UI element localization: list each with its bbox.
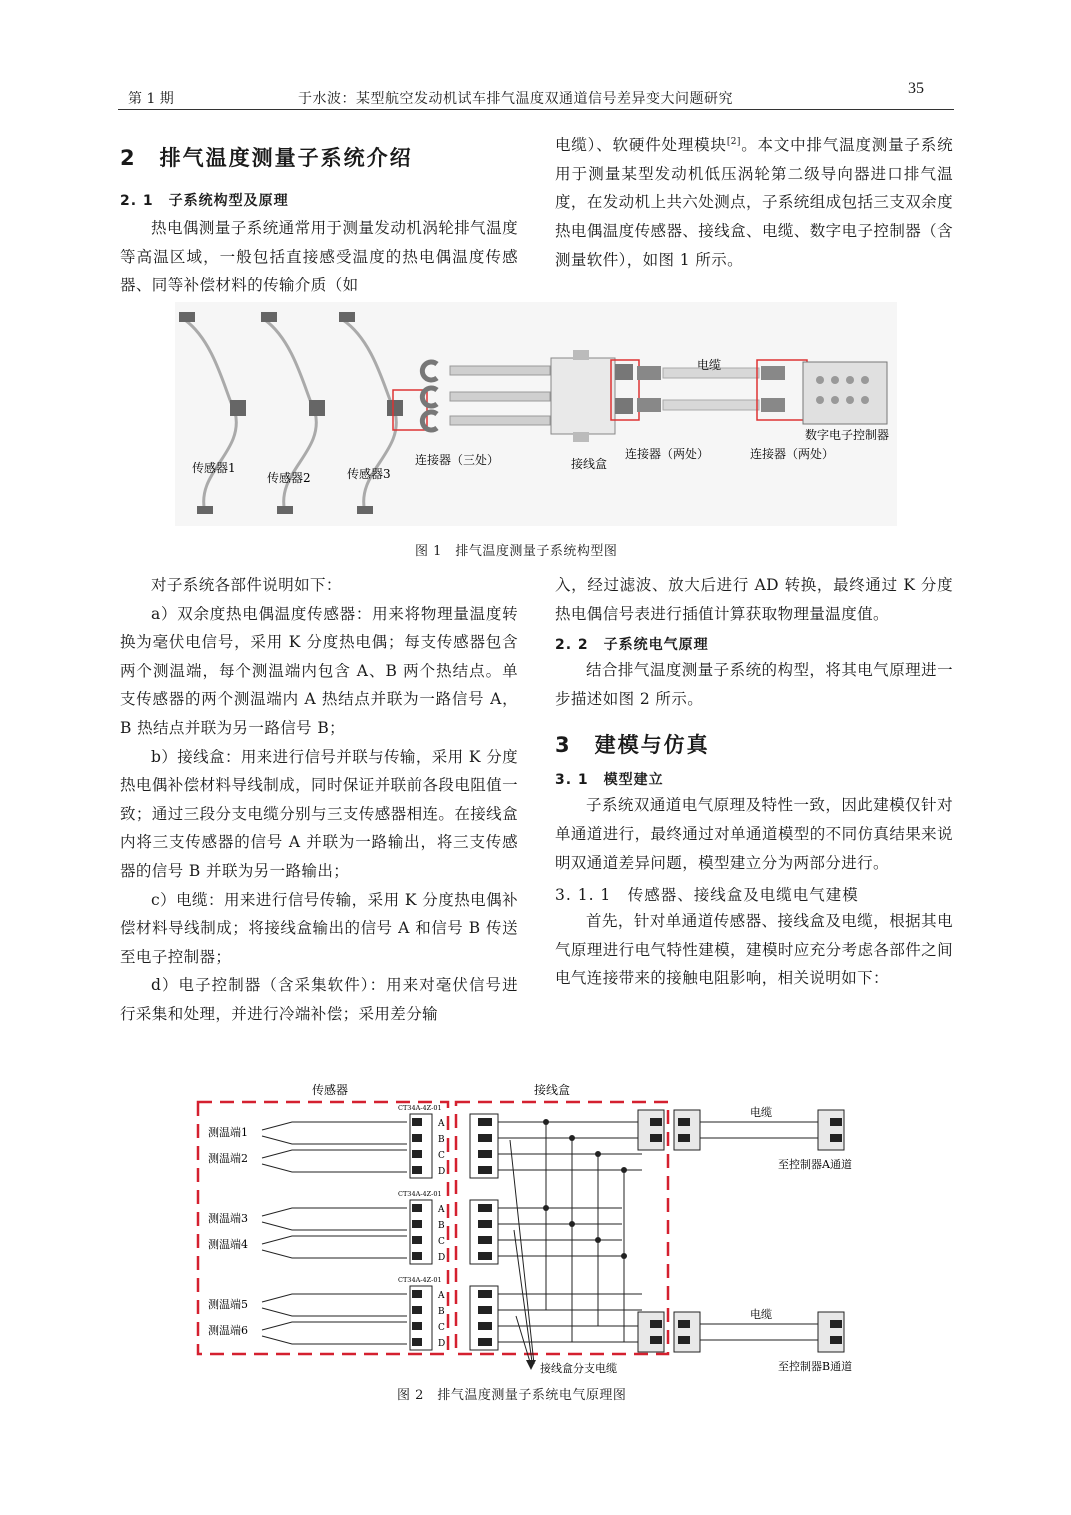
pin-d-3: D (438, 1339, 446, 1349)
intro-paragraph: 热电偶测量子系统通常用于测量发动机涡轮排气温度等高温区域，一般包括直接感受温度的热电偶温度传感器、同等补偿材料的传输介质（如 (120, 219, 518, 295)
page-number: 35 (908, 80, 924, 97)
item-d-controller: d）电子控制器（含采集软件）：用来对毫伏信号进行采集和处理，并进行冷端补偿；采用差分输 (120, 976, 518, 1023)
pin-c-2: C (438, 1237, 445, 1247)
running-header (118, 82, 954, 110)
fig1-label-controller: 数字电子控制器 (805, 428, 890, 442)
section-3-1-1-paragraph: 首先，针对单通道传感器、接线盒及电缆，根据其电气原理进行电气特性建模，建模时应充分考虑各部件之间电气连接带来的接触电阻影响，相关说明如下： (555, 912, 953, 988)
fig1-label-junction-box: 接线盒 (571, 457, 608, 471)
fig1-label-cable: 电缆 (697, 358, 722, 372)
pin-d-2: D (438, 1253, 446, 1263)
item-b-junction-box: b）接线盒：用来进行信号并联与传输，采用 K 分度热电偶补偿材料导线制成，同时保证并联前各段电阻值一致；通过三段分支电缆分别与三支传感器相连。在接线盒内将三支传感器的信号 A 并联为一路输出，将三支传感器的信号 B 并联为另一路输出； (120, 747, 518, 880)
running-title: 于水波：某型航空发动机试车排气温度双通道信号差异变大问题研究 (298, 91, 733, 107)
section-3-1-heading: 3. 1 模型建立 (555, 772, 664, 789)
pin-d-1: D (438, 1167, 446, 1177)
fig2-label-junction-box: 接线盒 (534, 1083, 571, 1097)
pin-c-1: C (438, 1151, 445, 1161)
right-column-top (555, 128, 953, 274)
probe-label-6: 测温端6 (208, 1324, 248, 1337)
section-3-heading: 3 建模与仿真 (555, 733, 710, 758)
figure-2-drawing (192, 1080, 892, 1380)
section-2-2-heading: 2. 2 子系统电气原理 (555, 637, 709, 654)
fig2-label-channel-a: 至控制器A通道 (778, 1158, 852, 1171)
figure-1-caption: 图 1 排气温度测量子系统构型图 (415, 544, 618, 559)
section-2-1-heading: 2. 1 子系统构型及原理 (120, 193, 289, 209)
section-3-1-paragraph: 子系统双通道电气原理及特性一致，因此建模仅针对单通道进行，最终通过对单通道模型的不同仿真结果来说明双通道差异问题，模型建立分为两部分进行。 (555, 796, 953, 872)
figure-2-caption: 图 2 排气温度测量子系统电气原理图 (397, 1388, 627, 1403)
fig2-label-cable-bottom: 电缆 (750, 1308, 772, 1321)
intro-continuation (555, 128, 953, 274)
figure-1-configuration (175, 302, 897, 526)
fig2-label-cable-top: 电缆 (750, 1106, 772, 1119)
probe-label-4: 测温端4 (208, 1238, 248, 1251)
figure-1-drawing (175, 302, 897, 526)
pin-b-1: B (438, 1135, 445, 1145)
section-2-heading: 2 排气温度测量子系统介绍 (120, 146, 413, 170)
item-a-sensor: a）双余度热电偶温度传感器：用来将物理量温度转换为毫伏电信号，采用 K 分度热电偶；每支传感器包含两个测温端，每个测温端内包含 A、B 两个热结点。单支传感器的两个测温端内 A 热结点并联为一路信号 A，B 热结点并联为另一路信号 B； (120, 604, 518, 737)
components-lead: 对子系统各部件说明如下： (151, 576, 342, 594)
fig1-label-sensor3: 传感器3 (347, 467, 391, 481)
probe-label-5: 测温端5 (208, 1298, 248, 1311)
fig1-label-connector-two-a: 连接器（两处） (625, 447, 710, 461)
pin-b-3: B (438, 1307, 445, 1317)
intro-cont-text-a: 电缆）、软硬件处理模块 (555, 136, 727, 155)
fig2-label-sensor: 传感器 (312, 1083, 349, 1097)
right-column-bottom (555, 571, 953, 993)
fig1-label-connector-three: 连接器（三处） (415, 453, 500, 467)
pin-c-3: C (438, 1323, 445, 1333)
probe-label-1: 测温端1 (208, 1126, 248, 1139)
pin-a-3: A (438, 1291, 445, 1301)
fig1-label-sensor2: 传感器2 (267, 471, 311, 485)
issue-number: 第 1 期 (128, 91, 174, 107)
sensor-group-3 (208, 1276, 445, 1350)
reference-mark: [2] (726, 137, 741, 147)
pin-a-2: A (438, 1205, 445, 1215)
section-3-1-1-heading: 3. 1. 1 传感器、接线盒及电缆电气建模 (555, 886, 859, 905)
item-d-continuation: 入，经过滤波、放大后进行 AD 转换，最终通过 K 分度热电偶信号表进行插值计算获取物理量温度值。 (555, 576, 953, 623)
item-c-cable: c）电缆：用来进行信号传输，采用 K 分度热电偶补偿材料导线制成；将接线盒输出的信号 A 和信号 B 传送至电子控制器； (120, 890, 518, 966)
sensor-group-1 (208, 1104, 445, 1178)
pin-a-1: A (438, 1119, 445, 1129)
pin-b-2: B (438, 1221, 445, 1231)
conn-part-3: CT34A-4Z-01 (398, 1276, 442, 1284)
fig1-label-connector-two-b: 连接器（两处） (750, 447, 835, 461)
section-2-2-paragraph: 结合排气温度测量子系统的构型，将其电气原理进一步描述如图 2 所示。 (555, 661, 953, 708)
probe-label-2: 测温端2 (208, 1152, 248, 1165)
left-column-bottom (120, 571, 518, 1029)
fig1-label-sensor1: 传感器1 (192, 461, 236, 475)
figure-2-schematic (192, 1080, 892, 1380)
left-column-top (120, 142, 518, 300)
intro-cont-text-b: 。本文中排气温度测量子系统用于测量某型发动机低压涡轮第二级导向器进口排气温度，在发动机上共六处测点，子系统组成包括三支双余度热电偶温度传感器、接线盒、电缆、数字电子控制器（含测量软件），如图 1 所示。 (555, 136, 954, 269)
fig2-label-channel-b: 至控制器B通道 (778, 1360, 853, 1373)
conn-part-1: CT34A-4Z-01 (398, 1104, 442, 1112)
conn-part-2: CT34A-4Z-01 (398, 1190, 442, 1198)
sensor-group-2 (208, 1190, 445, 1264)
fig2-label-branch-cable: 接线盒分支电缆 (540, 1362, 617, 1375)
probe-label-3: 测温端3 (208, 1212, 248, 1225)
